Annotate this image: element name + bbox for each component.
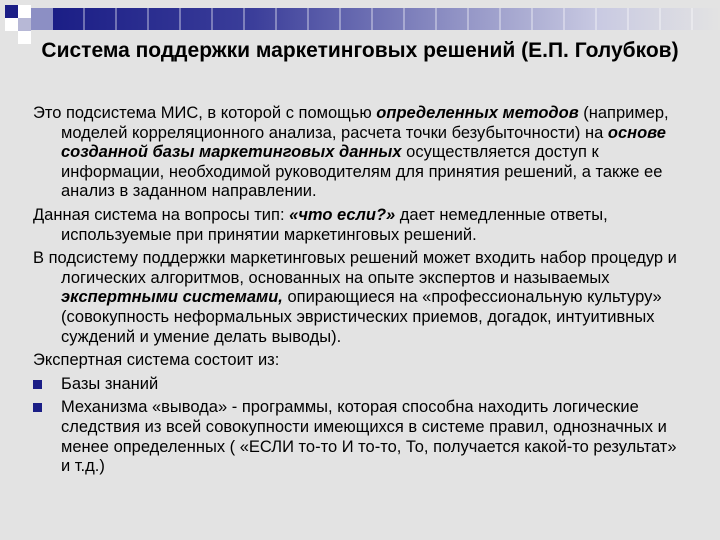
text-run: осуществляется доступ к информации, необходимой руководителям для принятия решений, а также ее анализ в заданном направлении. xyxy=(61,143,663,201)
header-square-dark xyxy=(5,5,18,18)
emphasis-methods: определенных методов xyxy=(376,104,579,122)
paragraph-consists-of xyxy=(33,351,683,371)
text-run: Это подсистема МИС, в которой с помощью xyxy=(33,104,377,122)
paragraph-definition xyxy=(33,104,683,202)
header-square-white xyxy=(18,31,31,44)
header-gradient-bar xyxy=(53,8,720,30)
paragraph-what-if xyxy=(33,206,683,245)
emphasis-what-if: «что если?» xyxy=(289,205,396,224)
header-square-mid xyxy=(31,8,53,30)
text-run: Экспертная система состоит из: xyxy=(33,351,280,370)
text-run: опирающиеся на «профессиональную культуру» (совокупность неформальных эвристических приемов, догадок, интуитивных суждений и умение делать выводы). xyxy=(61,288,662,346)
paragraph-expert-systems xyxy=(33,249,683,347)
text-run: В подсистему поддержки маркетинговых решений может входить набор процедур и логических алгоритмов, основанных на опыте экспертов и называемых xyxy=(33,249,677,287)
bullet-text: Базы знаний xyxy=(61,374,159,393)
bullet-text: Механизма «вывода» - программы, которая способна находить логические следствия из всей совокупности имеющихся в системе правил, однозначных и менее определенных ( «ЕСЛИ то-то И то-то, То, получается какой-то результат» и т.д.) xyxy=(61,398,677,476)
bullet-item xyxy=(33,398,683,476)
square-bullet-icon xyxy=(33,380,42,389)
emphasis-database: основе созданной базы маркетинговых данных xyxy=(61,123,666,162)
text-run: дает немедленные ответы, используемые при принятии маркетинговых решений. xyxy=(61,205,608,244)
text-run: (например, моделей корреляционного анализа, расчета точки безубыточности) на xyxy=(61,104,669,142)
text-run: Данная система на вопросы тип: xyxy=(33,205,290,224)
bullet-item xyxy=(33,375,683,395)
slide-body xyxy=(33,104,683,481)
header-square-light xyxy=(18,18,31,31)
emphasis-expert-systems: экспертными системами, xyxy=(61,288,283,307)
square-bullet-icon xyxy=(33,403,42,412)
header-square-white xyxy=(18,5,31,18)
slide-title: Система поддержки маркетинговых решений (Е.П. Голубков) xyxy=(41,39,679,62)
header-square-white xyxy=(5,18,18,31)
